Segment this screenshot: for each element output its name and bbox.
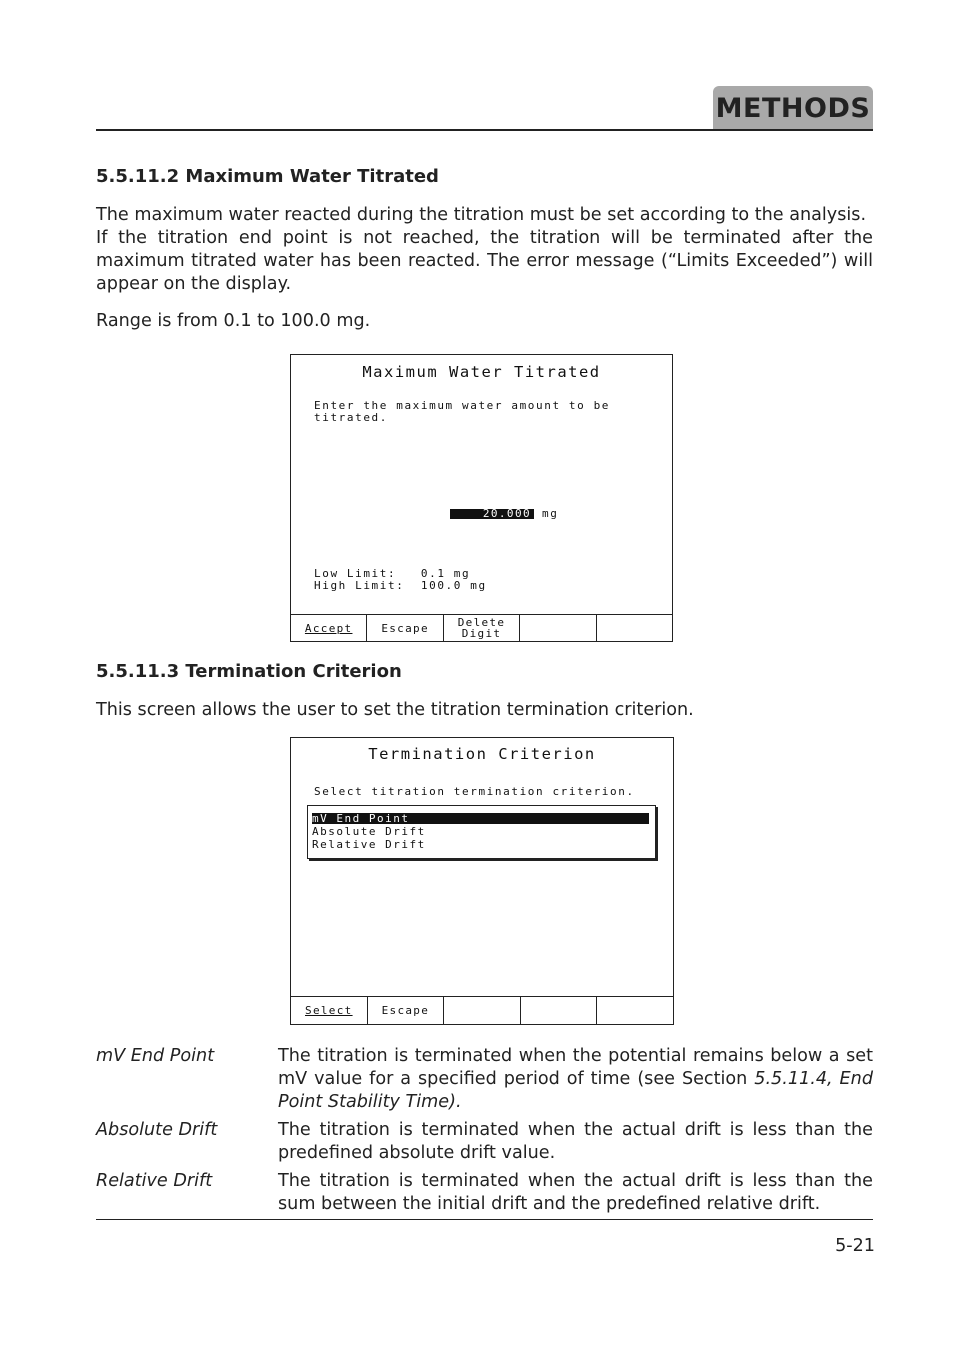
footer-rule <box>96 1219 873 1220</box>
escape-softkey[interactable] <box>367 615 443 641</box>
option-absolute-drift[interactable]: Absolute Drift <box>312 825 426 838</box>
termination-screen-title: Termination Criterion <box>368 745 596 763</box>
methods-section-tab: METHODS <box>713 86 873 131</box>
section-title-termination: 5.5.11.3 Termination Criterion <box>96 661 402 682</box>
termination-screen <box>290 737 674 1025</box>
termination-softkeys <box>291 996 673 1024</box>
section-title-max-water: 5.5.11.2 Maximum Water Titrated <box>96 166 439 187</box>
delete-digit-softkey[interactable] <box>444 615 520 641</box>
option-mv-end-point[interactable]: mV End Point <box>312 813 649 824</box>
select-softkey-label: Select <box>305 1004 353 1017</box>
termination-prompt: Select titration termination criterion. <box>314 785 635 798</box>
escape-softkey-label: Escape <box>381 621 429 635</box>
escape-softkey-2[interactable] <box>368 997 445 1024</box>
max-water-prompt: Enter the maximum water amount to be titrated. <box>314 399 611 424</box>
select-softkey[interactable] <box>291 997 368 1024</box>
softkey-4b[interactable] <box>521 997 598 1024</box>
max-water-description <box>96 204 873 296</box>
page-number: 5-21 <box>835 1236 875 1256</box>
max-water-limits: Low Limit: 0.1 mg High Limit: 100.0 mg <box>314 567 487 592</box>
softkey-5[interactable] <box>597 615 672 641</box>
delete-digit-softkey-label: Delete Digit <box>457 616 506 640</box>
desc-mv-end-point-text: The titration is terminated when the potential remains below a set mV value for a specified period of time (see Section <box>278 1046 873 1089</box>
max-water-value-field[interactable]: 20.000 <box>450 509 534 519</box>
max-water-unit: mg <box>542 507 559 520</box>
term-relative-drift: Relative Drift <box>96 1171 213 1191</box>
desc-relative-drift: The titration is terminated when the actual drift is less than the sum between the initial drift and the predefined relative drift. <box>278 1171 873 1214</box>
max-water-desc-line1: The maximum water reacted during the titration must be set according to the analysis. <box>96 205 867 225</box>
desc-mv-end-point <box>278 1045 873 1114</box>
term-absolute-drift: Absolute Drift <box>96 1120 218 1140</box>
max-water-desc-rest: If the titration end point is not reached, the titration will be terminated after the maximum titrated water has been reacted. The error message (“Limits Exceeded”) will appear on the display. <box>96 228 873 294</box>
header-rule <box>96 129 873 131</box>
termination-intro: This screen allows the user to set the titration termination criterion. <box>96 700 694 720</box>
desc-mv-end-point-ref: 5.5.11.4, End Point Stability Time). <box>278 1069 873 1112</box>
max-water-screen <box>290 354 673 642</box>
softkey-3b[interactable] <box>444 997 521 1024</box>
max-water-softkeys <box>291 614 672 641</box>
term-mv-end-point: mV End Point <box>96 1046 215 1066</box>
escape-softkey-2-label: Escape <box>381 1004 430 1017</box>
accept-softkey[interactable] <box>291 615 367 641</box>
desc-absolute-drift: The titration is terminated when the actual drift is less than the predefined absolute drift value. <box>278 1120 873 1163</box>
range-text: Range is from 0.1 to 100.0 mg. <box>96 311 371 331</box>
accept-softkey-label: Accept <box>304 621 353 635</box>
criterion-listbox[interactable] <box>307 805 656 859</box>
option-relative-drift[interactable]: Relative Drift <box>312 838 426 851</box>
softkey-4[interactable] <box>520 615 596 641</box>
softkey-5b[interactable] <box>597 997 673 1024</box>
max-water-screen-title: Maximum Water Titrated <box>362 363 601 381</box>
